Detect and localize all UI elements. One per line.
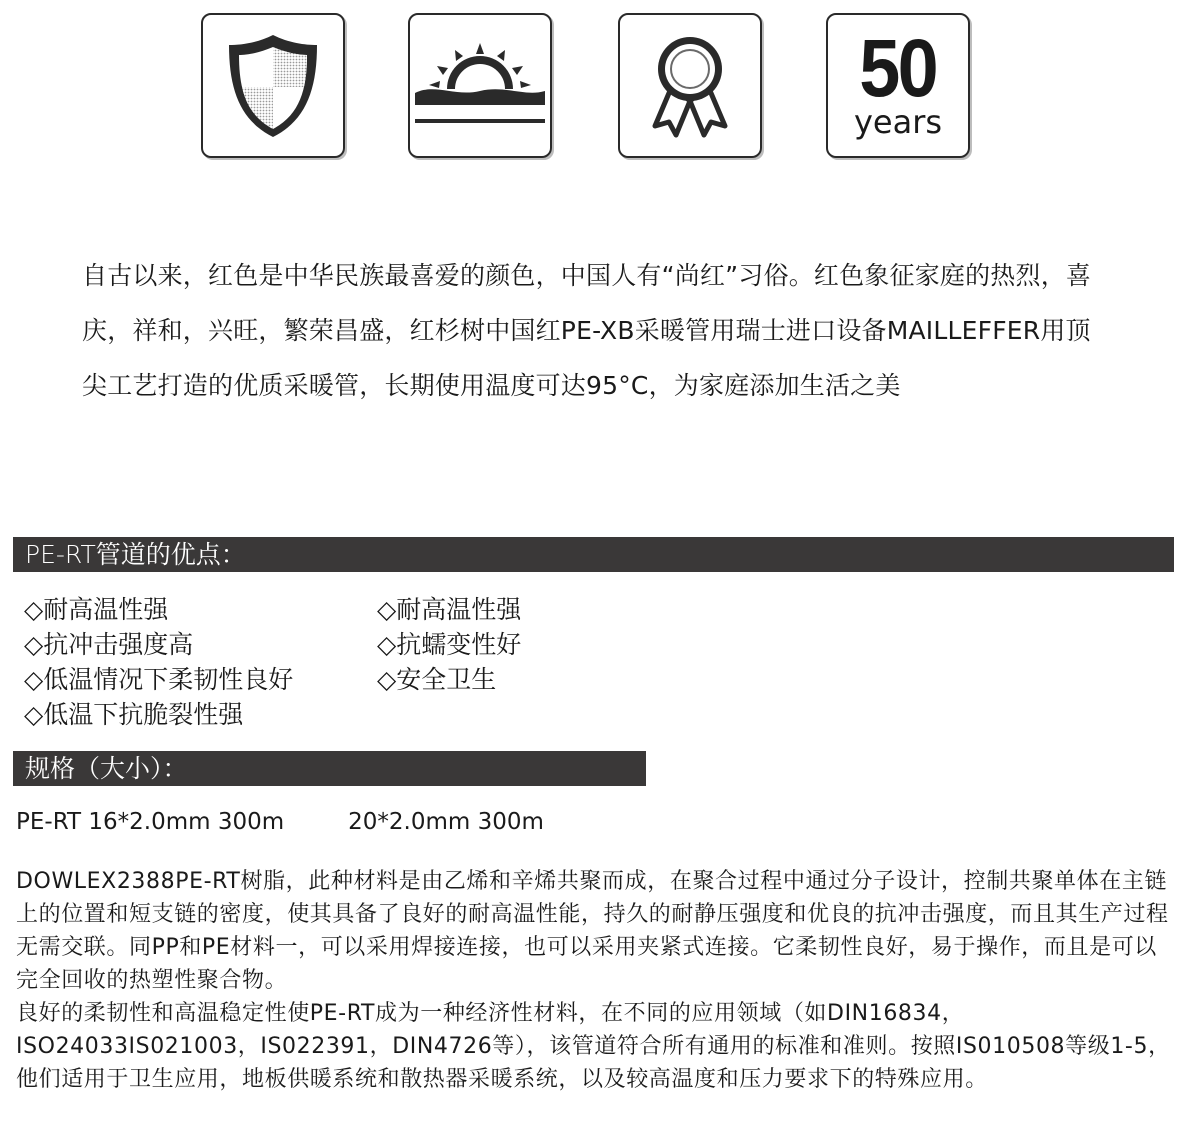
description-paragraph: DOWLEX2388PE-RT树脂，此种材料是由乙烯和辛烯共聚而成，在聚合过程中通过分子设计，控制共聚单体在主链上的位置和短支链的密度，使其具备了良好的耐高温性能，持久的耐静压强度和优良的抗冲击强度，而且其生产过程无需交联。同PP和PE材料一，可以采用焊接连接，也可以采用夹紧式连接。它柔韧性良好，易于操作，而且是可以完全回收的热塑性聚合物。 — [16, 869, 1169, 993]
description — [16, 865, 1176, 1096]
specs-heading: 规格（大小）： — [13, 751, 646, 786]
shield-icon — [223, 31, 323, 141]
list-item: ◇低温下抗脆裂性强 — [24, 700, 244, 729]
spec-item: PE-RT 16*2.0mm 300m — [16, 809, 285, 835]
years-word: years — [853, 102, 943, 141]
sunrise-icon-box — [408, 13, 552, 158]
list-item: ◇安全卫生 — [377, 665, 497, 694]
list-item: ◇低温情况下柔韧性良好 — [24, 665, 294, 694]
spec-item: 20*2.0mm 300m — [348, 809, 544, 835]
years-number: 50 — [859, 22, 937, 114]
fifty-years-icon — [826, 13, 970, 158]
shield-icon-box — [201, 13, 345, 158]
advantages-list-left — [24, 592, 293, 732]
sunrise-icon — [415, 41, 545, 131]
advantages-heading: PE-RT管道的优点： — [13, 537, 1174, 572]
award-ribbon-icon — [645, 31, 735, 141]
list-item: ◇抗冲击强度高 — [24, 630, 194, 659]
specs-line — [16, 805, 544, 839]
award-ribbon-icon-box — [618, 13, 762, 158]
list-item: ◇抗蠕变性好 — [377, 630, 522, 659]
list-item: ◇耐高温性强 — [377, 595, 522, 624]
intro-paragraph: 自古以来，红色是中华民族最喜爱的颜色，中国人有“尚红”习俗。红色象征家庭的热烈，喜庆，祥和，兴旺，繁荣昌盛，红杉树中国红PE-XB采暖管用瑞士进口设备MAILLEFFER用顶尖工艺打造的优质采暖管，长期使用温度可达95°C，为家庭添加生活之美 — [82, 261, 1092, 400]
list-item: ◇耐高温性强 — [24, 595, 169, 624]
description-paragraph: 良好的柔韧性和高温稳定性使PE-RT成为一种经济性材料，在不同的应用领域（如DIN16834，ISO24033IS021003，IS022391，DIN4726等），该管道符合所有通用的标准和准则。按照IS010508等级1-5，他们适用于卫生应用，地板供暖系统和散热器采暖系统，以及较高温度和压力要求下的特殊应用。 — [16, 1001, 1171, 1092]
advantages-list-right — [377, 592, 521, 697]
